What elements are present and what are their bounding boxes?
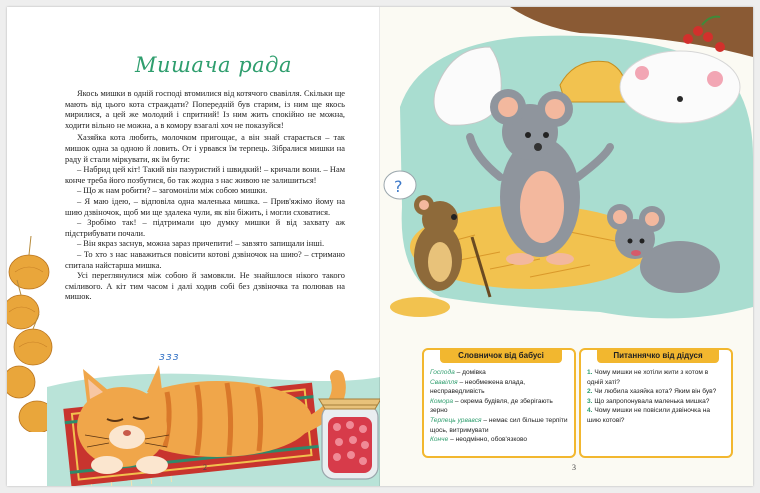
glossary-list: [430, 368, 568, 445]
question-text: Чому мишки не повісили дзвіночка на шию котові?: [587, 407, 711, 424]
glossary-term: Комора: [430, 397, 454, 405]
questions-heading: Питаннячко від дідуся: [597, 348, 719, 363]
svg-text:?: ?: [394, 177, 403, 196]
questions-panel: [579, 348, 733, 458]
story-paragraph: – То хто з нас наважиться повісити котові дзвіночок на шию? – стримано спитала найстарша мишка.: [65, 249, 345, 270]
glossary-item: [430, 368, 568, 378]
question-item: [587, 387, 725, 397]
question-text: Чи любила хазяйка кота? Яким він був?: [594, 388, 717, 396]
question-number: 2.: [587, 388, 593, 396]
story-text: [65, 89, 345, 303]
glossary-item: [430, 397, 568, 416]
glossary-term: Терпець урвався: [430, 416, 482, 424]
glossary-item: [430, 416, 568, 435]
sleeping-cat-illustration: [47, 347, 380, 486]
glossary-heading: Словничок від бабусі: [440, 348, 562, 363]
story-paragraph: Якось мишки в одній господі втомилися від котячого свавілля. Скільки ще мають від цього кота страждати? Попередній був старим, із ним ще якось мирилися, а цей же молодий і спритний! Із ним жить спокійно не можна, ходити вільно не можна, а в комору взагалі хоч не показуйся!: [65, 89, 345, 130]
question-number: 4.: [587, 407, 593, 415]
question-number: 3.: [587, 397, 593, 405]
question-item: [587, 406, 725, 425]
right-page: [380, 7, 753, 486]
story-title: Мишача рада: [135, 53, 292, 77]
story-paragraph: Усі переглянулися між собою й замовкли. Не знайшлося нікого такого сміливого. А кіт тим часом і далі ходив собі без дзвіночка та полював на мишок.: [65, 271, 345, 302]
glossary-definition: – неодмінно, обов'язково: [450, 436, 528, 444]
question-item: [587, 397, 725, 407]
glossary-term: Конче: [430, 436, 449, 444]
glossary-item: [430, 435, 568, 445]
book-spread: [7, 7, 753, 486]
story-paragraph: – Зробімо так! – підтримали цю думку мишки й від захвату аж підстрибувати почали.: [65, 218, 345, 238]
mouse-council-illustration: [380, 7, 753, 347]
glossary-definition: – окрема будівля, де зберігають зерно: [430, 397, 553, 415]
glossary-item: [430, 378, 568, 397]
story-paragraph: Хазяйка кота любить, молочком пригощає, а він знай старається – так мишок одна за одною й ловить. От і урвався їм терпець. Зібралися мишки на раду й стали міркувати, як їм бути:: [65, 133, 345, 164]
story-paragraph: – Набрид цей кіт! Такий він пазуристий і швидкий! – кричали вони. – Нам конче треба його позбутися, бо так жодна з нас живою не залишиться!: [65, 165, 345, 185]
glossary-definition: – необмежена влада, несправедливість: [430, 378, 526, 396]
glossary-term: Господа: [430, 369, 455, 376]
question-text: Чому мишки не хотіли жити з котом в одній хаті?: [587, 369, 709, 386]
glossary-definition: – немає сил більше терпіти щось, витримувати: [430, 416, 568, 434]
left-page: [7, 7, 380, 486]
question-text: Що запропонувала маленька мишка?: [594, 397, 710, 405]
question-number: 1.: [587, 369, 593, 376]
question-item: [587, 368, 725, 387]
page-number-right: 3: [572, 463, 576, 472]
glossary-panel: [422, 348, 576, 458]
glossary-definition: – домівка: [456, 369, 486, 376]
story-paragraph: – Він якраз заснув, можна зараз причепити! – завзято запищали інші.: [77, 239, 325, 249]
story-paragraph: – Що ж нам робити? – загомоніли між собою мишки.: [77, 186, 268, 196]
story-paragraph: – Я маю ідею, – відповіла одна маленька мишка. – Прив'яжімо йому на шию дзвіночок, щоб ми ще здалека чули, як він біжить, і могли сховатися.: [65, 196, 345, 217]
page-number-left: 2: [203, 463, 207, 472]
questions-list: [587, 368, 725, 426]
snore-text: ззз: [159, 350, 180, 363]
glossary-term: Свавілля: [430, 378, 458, 386]
